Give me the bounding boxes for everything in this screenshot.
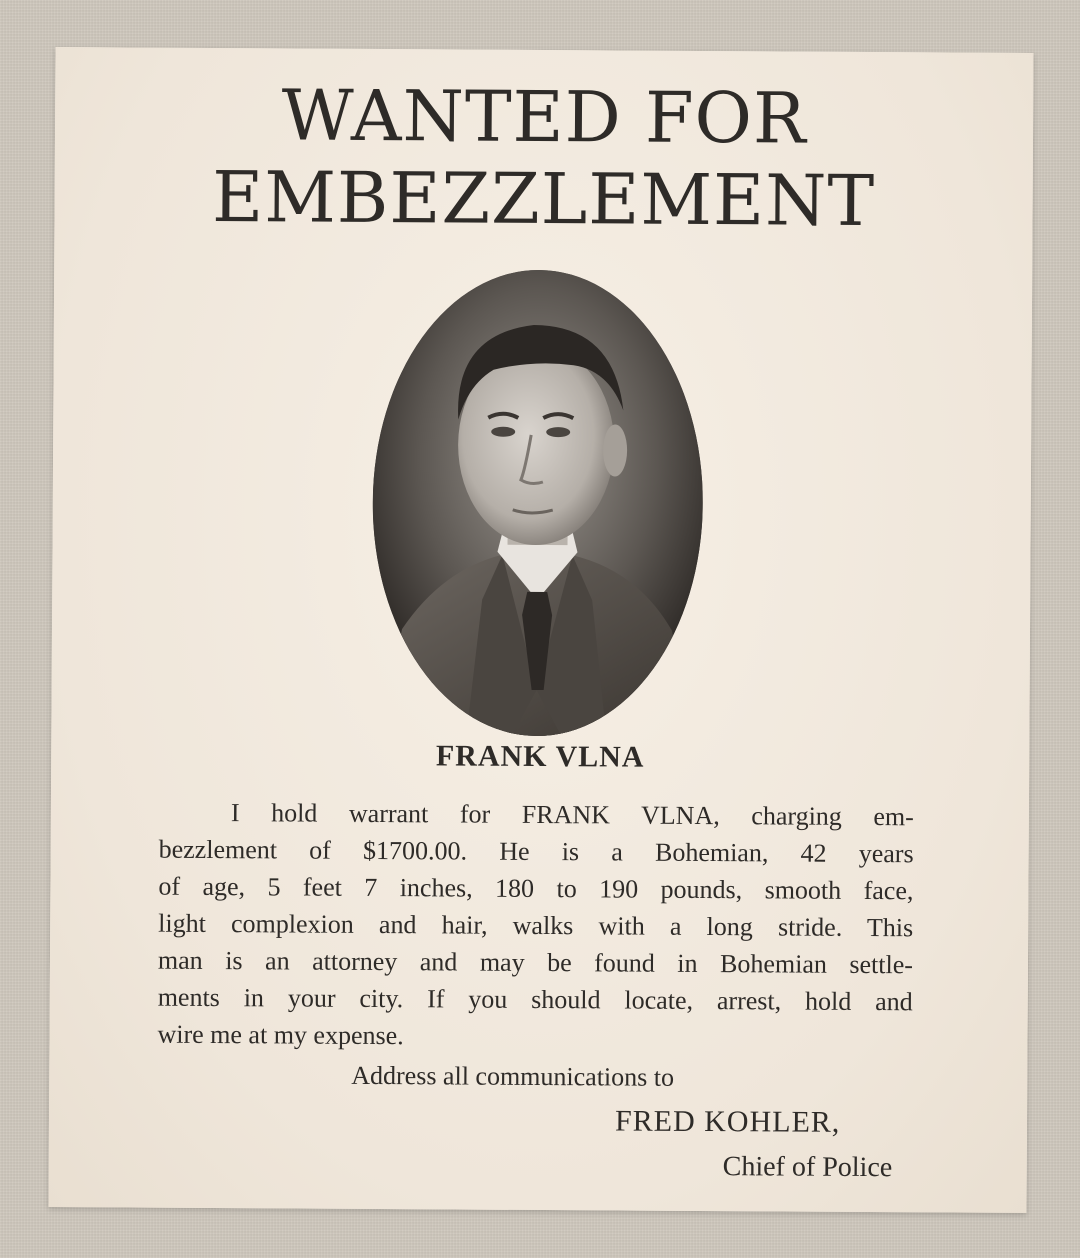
description-line: I hold warrant for FRANK VLNA, charging em-	[230, 798, 914, 832]
description-line: light complexion and hair, walks with a long stride. This	[158, 908, 914, 943]
headline-line-1: WANTED FOR	[281, 74, 807, 160]
subject-name: FRANK VLNA	[435, 739, 645, 774]
description-paragraph	[157, 794, 914, 1058]
signer-name: FRED KOHLER,	[614, 1104, 841, 1139]
description-line: of age, 5 feet 7 inches, 180 to 190 pounds, smooth face,	[158, 871, 914, 906]
headline-line-2: EMBEZZLEMENT	[211, 155, 876, 243]
suspect-portrait-photo	[371, 269, 704, 737]
description-line: bezzlement of $1700.00. He is a Bohemian, 42 years	[158, 834, 914, 869]
portrait-illustration	[371, 269, 704, 737]
description-line: man is an attorney and may be found in Bohemian settle-	[157, 945, 914, 980]
description-line: wire me at my expense.	[157, 1019, 404, 1051]
address-instruction: Address all communications to	[351, 1060, 675, 1092]
signer-title: Chief of Police	[722, 1151, 893, 1184]
description-line: ments in your city. If you should locate, arrest, hold and	[157, 982, 913, 1017]
wanted-poster	[48, 47, 1033, 1213]
